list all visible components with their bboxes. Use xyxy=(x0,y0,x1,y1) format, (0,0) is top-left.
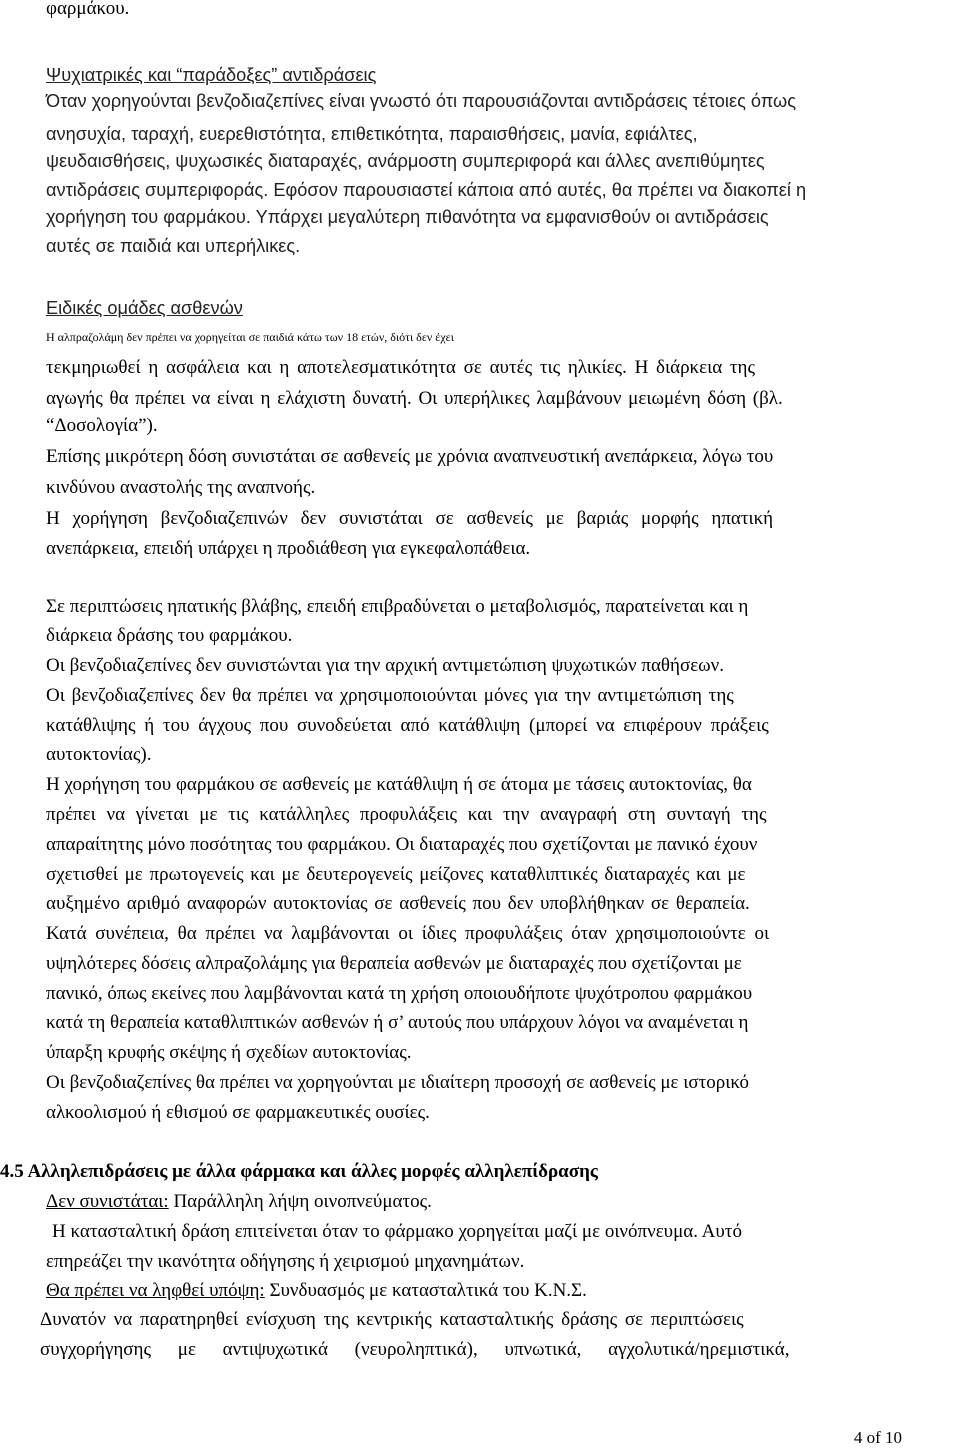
special-line: Επίσης μικρότερη δόση συνιστάται σε ασθενείς με χρόνια αναπνευστική ανεπάρκεια, λόγω του xyxy=(46,446,774,467)
psych-line: ανησυχία, ταραχή, ευερεθιστότητα, επιθετικότητα, παραισθήσεις, μανία, εφιάλτες, xyxy=(46,124,698,144)
special-title: Ειδικές ομάδες ασθενών xyxy=(46,298,243,318)
special-line: κινδύνου αναστολής της αναπνοής. xyxy=(46,477,316,498)
body-line: απαραίτητης μόνο ποσότητας του φαρμάκου. Οι διαταραχές που σχετίζονται με πανικό έχουν xyxy=(46,834,758,855)
body-line: Σε περιπτώσεις ηπατικής βλάβης, επειδή επιβραδύνεται ο μεταβολισμός, παρατείνεται και η xyxy=(46,596,749,617)
special-line: Η χορήγηση βενζοδιαζεπινών δεν συνιστάται σε ασθενείς με βαριάς μορφής ηπατική xyxy=(46,508,774,529)
special-line: αγωγής θα πρέπει να είναι η ελάχιστη δυνατή. Οι υπερήλικες λαμβάνουν μειωμένη δόση (βλ. xyxy=(46,388,783,409)
psych-line: χορήγηση του φαρμάκου. Υπάρχει μεγαλύτερη πιθανότητα να εμφανισθούν οι αντιδράσεις xyxy=(46,207,769,227)
psych-line: ψευδαισθήσεις, ψυχωσικές διαταραχές, ανάρμοστη συμπεριφορά και άλλες ανεπιθύμητες xyxy=(46,151,765,171)
body-line: Οι βενζοδιαζεπίνες θα πρέπει να χορηγούνται με ιδιαίτερη προσοχή σε ασθενείς με ιστορικό xyxy=(46,1072,749,1093)
body-line: κατά τη θεραπεία καταθλιπτικών ασθενών ή σ’ αυτούς που υπάρχουν λόγοι να αναμένεται η xyxy=(46,1012,749,1033)
page-number: 4 of 10 xyxy=(853,1428,902,1447)
body-line: Κατά συνέπεια, θα πρέπει να λαμβάνονται οι ίδιες προφυλάξεις όταν χρησιμοποιούντε οι xyxy=(46,923,770,944)
consider-text: Συνδυασμός με κατασταλτικά του Κ.Ν.Σ. xyxy=(264,1280,587,1301)
body-line: αυξημένο αριθμό αναφορών αυτοκτονίας σε ασθενείς που δεν υποβλήθηκαν σε θεραπεία. xyxy=(46,893,750,914)
special-line: “Δοσολογία”). xyxy=(46,415,158,436)
special-line xyxy=(46,324,958,350)
psych-line: Όταν χορηγούνται βενζοδιαζεπίνες είναι γνωστό ότι παρουσιάζονται αντιδράσεις τέτοιες όπως xyxy=(46,91,796,111)
psych-title: Ψυχιατρικές και “παράδοξες” αντιδράσεις xyxy=(46,65,377,85)
special-line: ανεπάρκεια, επειδή υπάρχει η προδιάθεση για εγκεφαλοπάθεια. xyxy=(46,538,531,559)
body-line: Οι βενζοδιαζεπίνες δεν συνιστώνται για την αρχική αντιμετώπιση ψυχωτικών παθήσεων. xyxy=(46,655,725,676)
body-line: διάρκεια δράσης του φαρμάκου. xyxy=(46,625,293,646)
special-line: τεκμηριωθεί η ασφάλεια και η αποτελεσματικότητα σε αυτές τις ηλικίες. Η διάρκεια της xyxy=(46,357,756,378)
consider-line xyxy=(46,1278,587,1304)
body-line: υψηλότερες δόσεις αλπραζολάμης για θεραπεία ασθενών με διαταραχές που σχετίζονται με xyxy=(46,953,742,974)
body-line: Η κατασταλτική δράση επιτείνεται όταν το φάρμακο χορηγείται μαζί με οινόπνευμα. Αυτό xyxy=(52,1221,742,1242)
body-line: επηρεάζει την ικανότητα οδήγησης ή χειρισμού μηχανημάτων. xyxy=(46,1251,525,1272)
line-text: Η αλπραζολάμη δεν πρέπει να χορηγείται σε παιδιά κάτω των 18 ετών, διότι δεν έχει xyxy=(46,330,454,344)
body-line: Οι βενζοδιαζεπίνες δεν θα πρέπει να χρησιμοποιούνται μόνες για την αντιμετώπιση της xyxy=(46,685,734,706)
section-heading: 4.5 Αλληλεπιδράσεις με άλλα φάρμακα και άλλες μορφές αλληλεπίδρασης xyxy=(0,1161,598,1182)
body-line: αλκοολισμού ή εθισμού σε φαρμακευτικές ουσίες. xyxy=(46,1102,430,1123)
body-line: πανικό, όπως εκείνες που λαμβάνονται κατά τη χρήση οποιουδήποτε ψυχότροπου φαρμάκου xyxy=(46,983,753,1004)
body-line: κατάθλιψης ή του άγχους που συνοδεύεται από κατάθλιψη (μπορεί να επιφέρουν πράξεις xyxy=(46,715,769,736)
body-line: Δυνατόν να παρατηρηθεί ενίσχυση της κεντρικής κατασταλτικής δράσης σε περιπτώσεις xyxy=(40,1309,744,1330)
body-line: πρέπει να γίνεται με τις κατάλληλες προφυλάξεις και την αναγραφή στη συνταγή της xyxy=(46,804,767,825)
body-line: σχετισθεί με πρωτογενείς και με δευτερογενείς μείζονες καταθλιπτικές διαταραχές και με xyxy=(46,864,746,885)
psych-line: αντιδράσεις συμπεριφοράς. Εφόσον παρουσιαστεί κάποια από αυτές, θα πρέπει να διακοπεί η xyxy=(46,180,807,200)
top-fragment: φαρμάκου. xyxy=(46,0,130,19)
psych-line: αυτές σε παιδιά και υπερήλικες. xyxy=(46,236,301,256)
not-recommended-line xyxy=(46,1189,432,1215)
not-recommended-label: Δεν συνιστάται: xyxy=(46,1191,169,1212)
body-line: ύπαρξη κρυφής σκέψης ή σχεδίων αυτοκτονίας. xyxy=(46,1042,412,1063)
body-line: Η χορήγηση του φαρμάκου σε ασθενείς με κατάθλιψη ή σε άτομα με τάσεις αυτοκτονίας, θα xyxy=(46,774,752,795)
body-line: συγχορήγησης με αντιψυχωτικά (νευροληπτικά), υπνωτικά, αγχολυτικά/ηρεμιστικά, xyxy=(40,1339,790,1360)
body-line: αυτοκτονίας). xyxy=(46,744,152,765)
consider-label: Θα πρέπει να ληφθεί υπόψη: xyxy=(46,1280,265,1301)
not-recommended-text: Παράλληλη λήψη οινοπνεύματος. xyxy=(168,1191,432,1212)
